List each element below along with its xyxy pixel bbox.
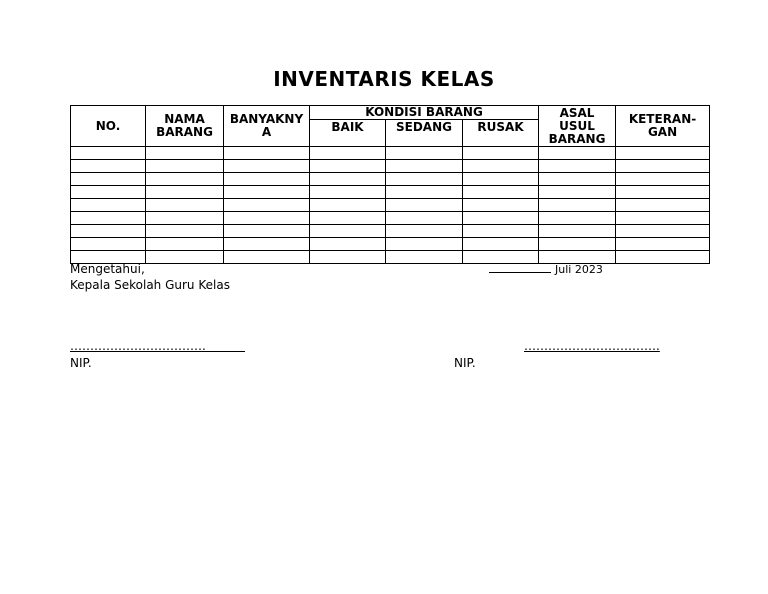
table-cell: [463, 225, 539, 238]
table-row: [71, 147, 710, 160]
left-nip-label: NIP.: [70, 356, 92, 370]
table-cell: [463, 186, 539, 199]
table-cell: [463, 147, 539, 160]
table-cell: [310, 160, 386, 173]
table-cell: [386, 251, 463, 264]
table-cell: [539, 173, 616, 186]
table-cell: [71, 225, 146, 238]
right-signature-dots: …………………………….: [524, 339, 660, 353]
table-cell: [616, 225, 710, 238]
table-cell: [310, 251, 386, 264]
table-cell: [146, 212, 224, 225]
table-cell: [463, 160, 539, 173]
right-nip-label: NIP.: [454, 356, 476, 370]
table-cell: [616, 147, 710, 160]
table-cell: [386, 173, 463, 186]
left-signature-line: [70, 351, 245, 352]
table-row: [71, 160, 710, 173]
table-cell: [71, 212, 146, 225]
table-cell: [463, 173, 539, 186]
table-cell: [539, 238, 616, 251]
header-baik: BAIK: [310, 120, 386, 147]
table-row: [71, 186, 710, 199]
table-cell: [146, 173, 224, 186]
table-cell: [310, 225, 386, 238]
table-cell: [616, 199, 710, 212]
table-row: [71, 251, 710, 264]
date-blank: [489, 262, 551, 273]
table-cell: [146, 225, 224, 238]
table-cell: [146, 147, 224, 160]
table-cell: [224, 160, 310, 173]
table-cell: [310, 186, 386, 199]
table-cell: [539, 186, 616, 199]
table-cell: [71, 186, 146, 199]
table-cell: [310, 199, 386, 212]
table-cell: [616, 160, 710, 173]
table-cell: [224, 225, 310, 238]
header-keterangan: KETERAN- GAN: [616, 106, 710, 147]
table-cell: [386, 186, 463, 199]
table-cell: [463, 212, 539, 225]
table-cell: [146, 251, 224, 264]
table-cell: [71, 199, 146, 212]
inventory-table: [70, 105, 710, 264]
table-cell: [616, 251, 710, 264]
header-asal-usul-barang: ASAL USUL BARANG: [539, 106, 616, 147]
header-sedang: SEDANG: [386, 120, 463, 147]
table-cell: [386, 199, 463, 212]
table-row: [71, 199, 710, 212]
table-cell: [386, 147, 463, 160]
table-cell: [386, 160, 463, 173]
table-cell: [463, 199, 539, 212]
table-cell: [616, 238, 710, 251]
header-no: NO.: [71, 106, 146, 147]
mengetahui-label: Mengetahui,: [70, 262, 145, 276]
table-cell: [71, 238, 146, 251]
table-cell: [539, 199, 616, 212]
table-cell: [71, 173, 146, 186]
table-cell: [224, 238, 310, 251]
table-row: [71, 212, 710, 225]
table-body: [71, 147, 710, 264]
table-cell: [224, 251, 310, 264]
header-kondisi-barang: KONDISI BARANG: [310, 106, 539, 120]
table-row: [71, 238, 710, 251]
table-cell: [616, 173, 710, 186]
table-cell: [310, 147, 386, 160]
document-title: INVENTARIS KELAS: [273, 67, 495, 91]
table-cell: [224, 186, 310, 199]
signatory-roles: Kepala Sekolah Guru Kelas: [70, 278, 230, 292]
table-cell: [310, 238, 386, 251]
date-text: Juli 2023: [555, 263, 603, 276]
date-line: [489, 262, 603, 277]
table-cell: [386, 212, 463, 225]
table-row: [71, 173, 710, 186]
table-cell: [146, 199, 224, 212]
table-cell: [539, 225, 616, 238]
table-cell: [386, 225, 463, 238]
table-cell: [539, 160, 616, 173]
table-cell: [71, 147, 146, 160]
table-cell: [146, 186, 224, 199]
table-cell: [224, 199, 310, 212]
table-cell: [539, 147, 616, 160]
table-cell: [224, 212, 310, 225]
table-cell: [224, 147, 310, 160]
left-signature-dots: …………………………….: [70, 339, 206, 353]
table-cell: [463, 238, 539, 251]
table-cell: [310, 173, 386, 186]
table-cell: [146, 238, 224, 251]
header-rusak: RUSAK: [463, 120, 539, 147]
table-cell: [616, 212, 710, 225]
header-nama-barang: NAMA BARANG: [146, 106, 224, 147]
table-cell: [310, 212, 386, 225]
table-cell: [386, 238, 463, 251]
table-cell: [539, 212, 616, 225]
table-cell: [616, 186, 710, 199]
table-cell: [146, 160, 224, 173]
table-cell: [224, 173, 310, 186]
header-banyaknya: BANYAKNY A: [224, 106, 310, 147]
table-cell: [71, 160, 146, 173]
table-row: [71, 225, 710, 238]
